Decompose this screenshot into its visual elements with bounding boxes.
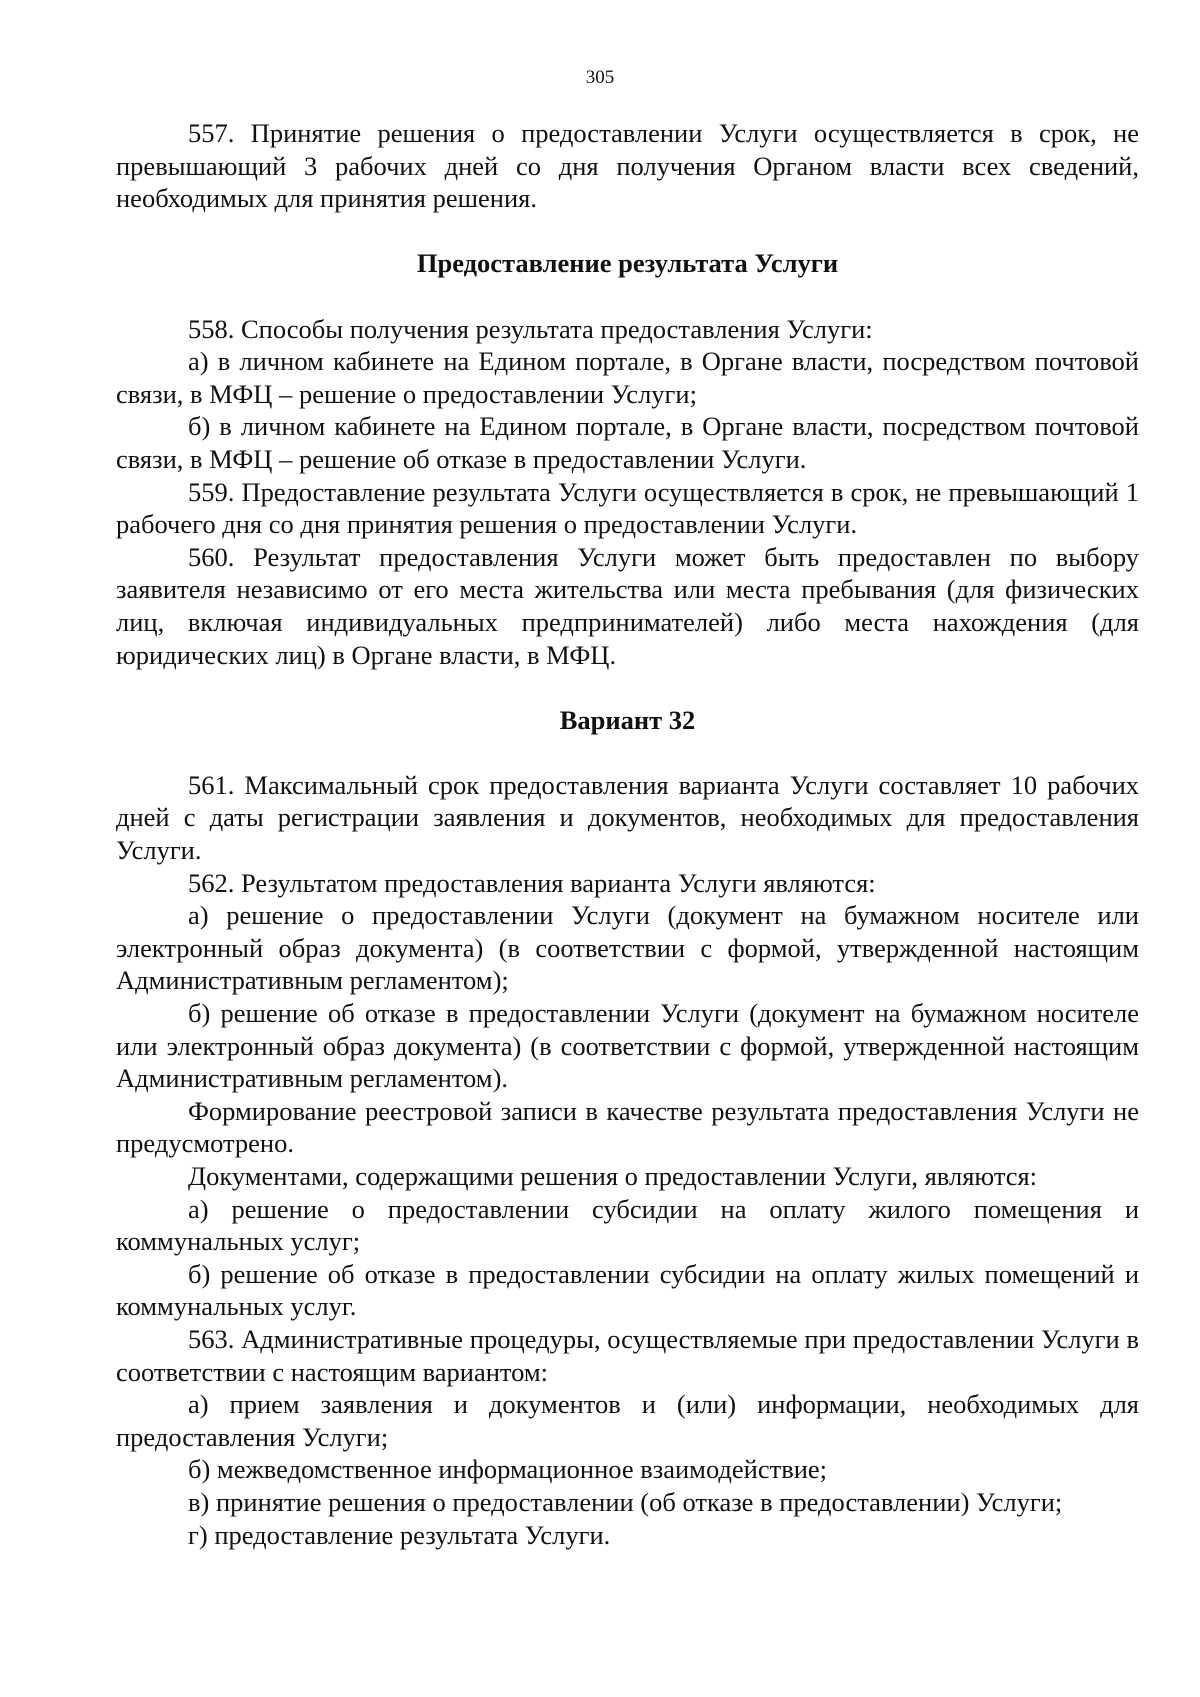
spacer — [116, 215, 1139, 248]
document-body — [116, 117, 1139, 1551]
paragraph: в) принятие решения о предоставлении (об отказе в предоставлении) Услуги; — [188, 1486, 1063, 1517]
paragraph: б) в личном кабинете на Едином портале, в Органе власти, посредством почтовой связи, в МФЦ – решение об отказе в предоставлении Услуги. — [116, 411, 1139, 474]
paragraph: 560. Результат предоставления Услуги может быть предоставлен по выбору заявителя независимо от его места жительства или места пребывания (для физических лиц, включая индивидуальных предпринимателей) либо места нахождения (для юридических лиц) в Органе власти, в МФЦ. — [116, 541, 1139, 670]
paragraph: 561. Максимальный срок предоставления варианта Услуги составляет 10 рабочих дней с даты регистрации заявления и документов, необходимых для предоставления Услуги. — [116, 769, 1139, 866]
paragraph: б) решение об отказе в предоставлении Услуги (документ на бумажном носителе или электронный образ документа) (в соответствии с формой, утвержденной настоящим Административным регламентом). — [116, 998, 1139, 1094]
paragraph: 563. Административные процедуры, осуществляемые при предоставлении Услуги в соответствии с настоящим вариантом: — [116, 1323, 1139, 1387]
spacer — [116, 280, 1139, 313]
paragraph: 559. Предоставление результата Услуги осуществляется в срок, не превышающий 1 рабочего дня со дня принятия решения о предоставлении Услуги. — [116, 476, 1139, 540]
section-heading: Предоставление результата Услуги — [416, 248, 839, 279]
paragraph: а) решение о предоставлении субсидии на оплату жилого помещения и коммунальных услуг; — [116, 1193, 1139, 1257]
paragraph: а) прием заявления и документов и (или) информации, необходимых для предоставления Услуги; — [116, 1389, 1139, 1452]
paragraph: Документами, содержащими решения о предоставлении Услуги, являются: — [188, 1161, 1038, 1191]
paragraph: 557. Принятие решения о предоставлении Услуги осуществляется в срок, не превышающий 3 рабочих дней со дня получения Органом власти всех сведений, необходимых для принятия решения. — [116, 118, 1139, 214]
section-heading: Вариант 32 — [559, 704, 696, 735]
spacer — [116, 736, 1139, 769]
paragraph: б) решение об отказе в предоставлении субсидии на оплату жилых помещений и коммунальных услуг. — [116, 1258, 1139, 1322]
paragraph: а) решение о предоставлении Услуги (документ на бумажном носителе или электронный образ документа) (в соответствии с формой, утвержденной настоящим Административным регламентом); — [116, 900, 1139, 996]
paragraph: Формирование реестровой записи в качестве результата предоставления Услуги не предусмотрено. — [116, 1095, 1139, 1159]
paragraph: г) предоставление результата Услуги. — [188, 1519, 611, 1550]
paragraph: а) в личном кабинете на Едином портале, в Органе власти, посредством почтовой связи, в МФЦ – решение о предоставлении Услуги; — [116, 346, 1139, 409]
page-number: 305 — [585, 67, 615, 88]
spacer — [116, 671, 1139, 704]
paragraph: б) межведомственное информационное взаимодействие; — [188, 1454, 828, 1485]
paragraph: 558. Способы получения результата предоставления Услуги: — [188, 313, 873, 344]
paragraph: 562. Результатом предоставления варианта Услуги являются: — [188, 867, 876, 898]
